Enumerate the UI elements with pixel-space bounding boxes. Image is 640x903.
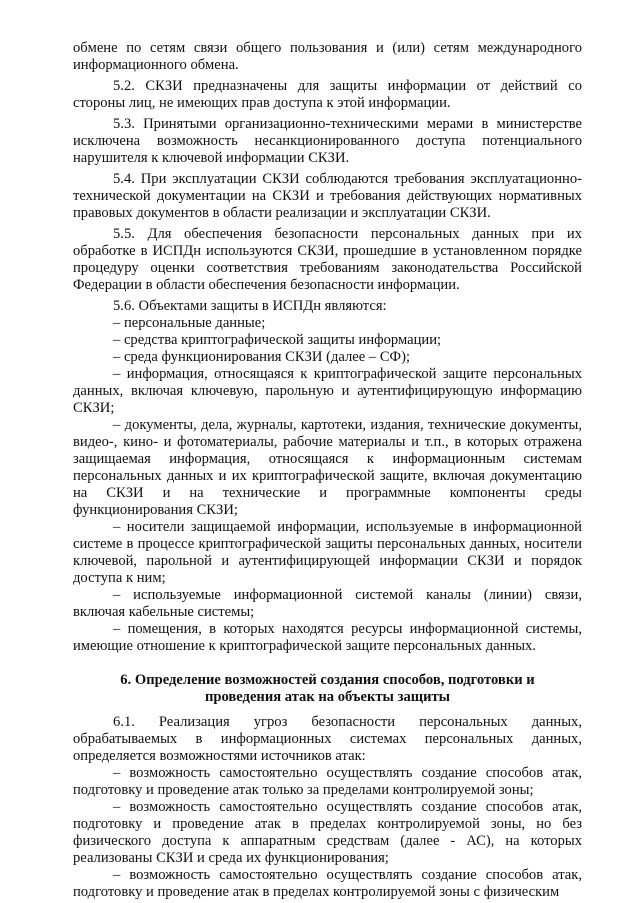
list-item-outside-zone: – возможность самостоятельно осуществлять создание способов атак, подготовку и проведение атак только за пределами контролируемой зоны; <box>73 765 582 798</box>
paragraph-5-4: 5.4. При эксплуатации СКЗИ соблюдаются требования эксплуатационно-технической документации на СКЗИ и требования действующих нормативных правовых документов в области реализации и эксплуатации СКЗИ. <box>73 171 582 221</box>
list-item-premises: – помещения, в которых находятся ресурсы информационной системы, имеющие отношение к криптографической защите персональных данных. <box>73 621 582 654</box>
list-item-personal-data: – персональные данные; <box>113 315 266 331</box>
list-item-crypto-tools: – средства криптографической защиты информации; <box>113 332 442 348</box>
paragraph-5-6: 5.6. Объектами защиты в ИСПДн являются: <box>113 298 387 314</box>
paragraph-continuation: обмене по сетям связи общего пользования и (или) сетям международного информационного обмена. <box>73 40 582 73</box>
list-item-channels: – используемые информационной системой каналы (линии) связи, включая кабельные системы; <box>73 587 582 620</box>
list-item-crypto-info: – информация, относящаяся к криптографической защите персональных данных, включая ключевую, парольную и аутентифицирующую информацию СКЗИ; <box>73 366 582 416</box>
document-body <box>73 40 582 901</box>
paragraph-6-1: 6.1. Реализация угроз безопасности персональных данных, обрабатываемых в информационных системах персональных данных, определяется возможностями источников атак: <box>73 714 582 764</box>
paragraph-5-3: 5.3. Принятыми организационно-техническими мерами в министерстве исключена возможность несанкционированного доступа потенциального нарушителя к ключевой информации СКЗИ. <box>73 116 582 166</box>
paragraph-5-5: 5.5. Для обеспечения безопасности персональных данных при их обработке в ИСПДн используются СКЗИ, прошедшие в установленном порядке процедуру оценки соответствия требованиям законодательства Российской Федерации в области обеспечения безопасности информации. <box>73 226 582 293</box>
list-item-inside-zone-no-access: – возможность самостоятельно осуществлять создание способов атак, подготовку и проведение атак в пределах контролируемой зоны, но без физического доступа к аппаратным средствам (далее - АС), на которых реализованы СКЗИ и среда их функционирования; <box>73 799 582 866</box>
list-item-media: – носители защищаемой информации, используемые в информационной системе в процессе криптографической защиты персональных данных, носители ключевой, парольной и аутентифицирующей информации СКЗИ и порядок доступа к ним; <box>73 519 582 586</box>
paragraph-5-2: 5.2. СКЗИ предназначены для защиты информации от действий со стороны лиц, не имеющих прав доступа к этой информации. <box>73 78 582 111</box>
section-heading-6: 6. Определение возможностей создания способов, подготовки и проведения атак на объекты защиты <box>120 672 535 705</box>
list-item-environment: – среда функционирования СКЗИ (далее – СФ); <box>113 349 410 365</box>
list-item-documents: – документы, дела, журналы, картотеки, издания, технические документы, видео-, кино- и фотоматериалы, рабочие материалы и т.п., в которых отражена защищаемая информация, относящаяся к информационным системам персональных данных и их криптографической защите, включая документацию на СКЗИ и на технические и программные компоненты среды функционирования СКЗИ; <box>73 417 582 518</box>
list-item-inside-zone-physical: – возможность самостоятельно осуществлять создание способов атак, подготовку и проведение атак в пределах контролируемой зоны с физическим <box>73 867 582 900</box>
